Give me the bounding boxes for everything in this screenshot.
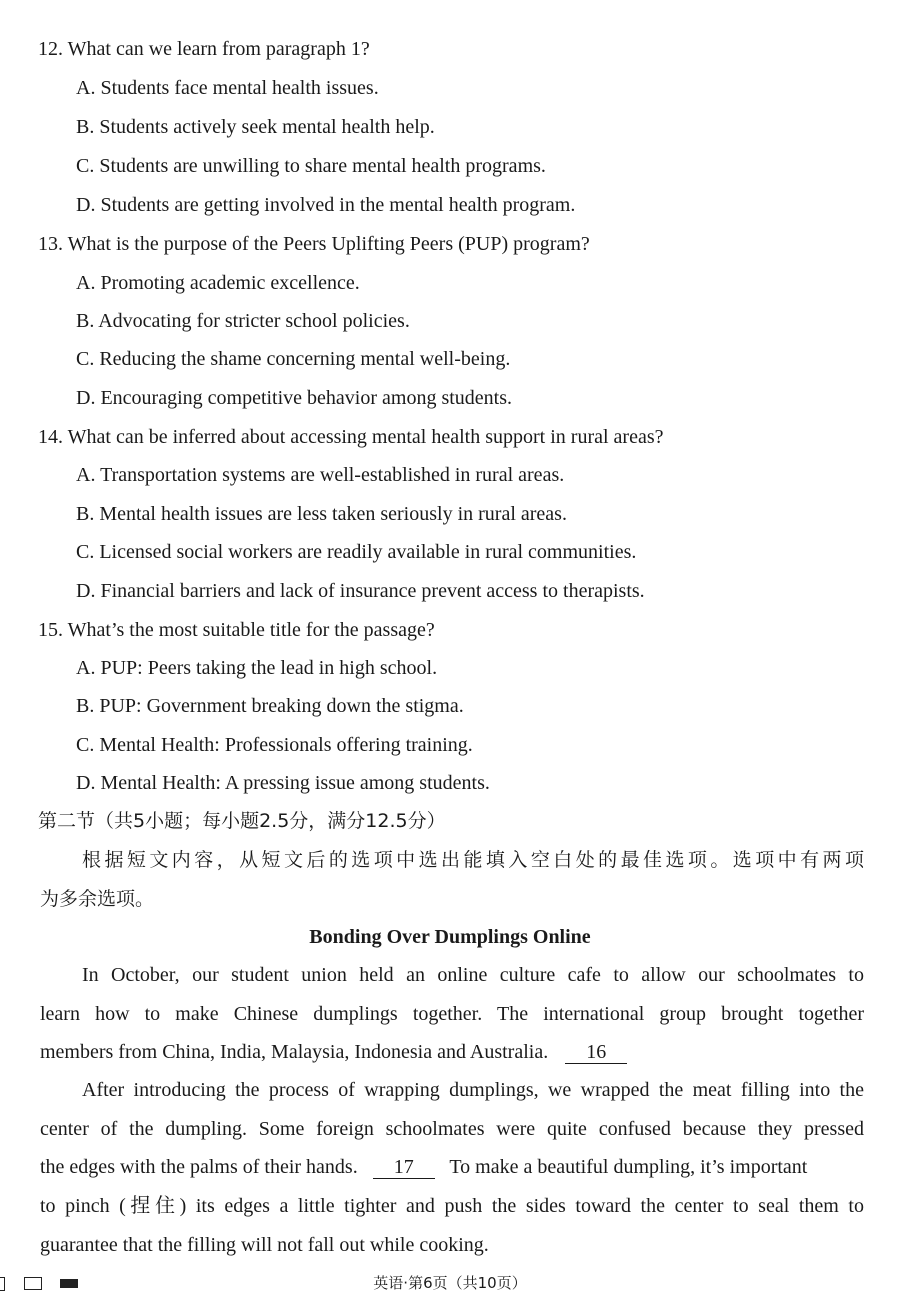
question-12-option-d: D. Students are getting involved in the mental health program. [76,194,576,216]
question-12-stem: 12. What can we learn from paragraph 1? [38,38,370,60]
question-15-option-a: A. PUP: Peers taking the lead in high school. [76,657,438,679]
passage-p1-line-2: learn how to make Chinese dumplings together. The international group brought together [40,1003,864,1025]
section-heading: 第二节（共5小题；每小题2.5分，满分12.5分） [38,810,446,832]
question-13-stem: 13. What is the purpose of the Peers Uplifting Peers (PUP) program? [38,233,590,255]
blank-17: 17 [373,1156,435,1179]
question-12-option-a: A. Students face mental health issues. [76,77,379,99]
passage-p2-line-5: guarantee that the filling will not fall out while cooking. [40,1234,489,1256]
passage-title: Bonding Over Dumplings Online [309,926,591,948]
question-14-option-c: C. Licensed social workers are readily available in rural communities. [76,541,637,563]
page-footer: 英语·第6页（共10页） [373,1274,527,1292]
question-14-option-b: B. Mental health issues are less taken seriously in rural areas. [76,503,567,525]
question-13-option-a: A. Promoting academic excellence. [76,272,360,294]
question-15-option-d: D. Mental Health: A pressing issue among students. [76,772,490,794]
question-14-option-d: D. Financial barriers and lack of insurance prevent access to therapists. [76,580,645,602]
passage-p2-line-1: After introducing the process of wrapping dumplings, we wrapped the meat filling into the [82,1079,864,1101]
blank-16: 16 [565,1041,627,1064]
passage-p2-line-2: center of the dumpling. Some foreign schoolmates were quite confused because they pressed [40,1118,864,1140]
question-13-option-b: B. Advocating for stricter school policies. [76,310,410,332]
passage-p1-line-3 [40,1039,627,1065]
passage-p2-line-3 [40,1154,807,1180]
question-14-stem: 14. What can be inferred about accessing mental health support in rural areas? [38,426,664,448]
passage-p1-line-1: In October, our student union held an online culture cafe to allow our schoolmates to [82,964,864,986]
passage-p2-line-4: to pinch (捏住) its edges a little tighter and push the sides toward the center to seal them to [40,1195,864,1217]
passage-p2-line-3-text-b: To make a beautiful dumpling, it’s important [449,1156,808,1178]
question-14-option-a: A. Transportation systems are well-established in rural areas. [76,464,565,486]
question-15-option-c: C. Mental Health: Professionals offering training. [76,734,473,756]
section-instruction-line-2: 为多余选项。 [40,888,155,910]
question-12-option-b: B. Students actively seek mental health help. [76,116,435,138]
passage-p1-line-3-text: members from China, India, Malaysia, Indonesia and Australia. [40,1041,549,1063]
question-15-option-b: B. PUP: Government breaking down the stigma. [76,695,464,717]
section-instruction-line-1: 根据短文内容，从短文后的选项中选出能填入空白处的最佳选项。选项中有两项 [82,849,864,871]
passage-p2-line-3-text-a: the edges with the palms of their hands. [40,1156,358,1178]
question-12-option-c: C. Students are unwilling to share mental health programs. [76,155,546,177]
question-15-stem: 15. What’s the most suitable title for the passage? [38,619,435,641]
question-13-option-c: C. Reducing the shame concerning mental well-being. [76,348,511,370]
question-13-option-d: D. Encouraging competitive behavior among students. [76,387,513,409]
